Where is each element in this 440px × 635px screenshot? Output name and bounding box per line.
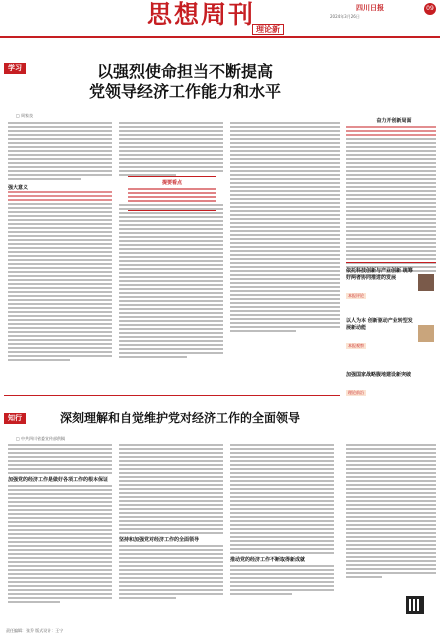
masthead-rule bbox=[0, 36, 440, 38]
article2-headline: 深刻理解和自觉维护党对经济工作的全面领导 bbox=[59, 411, 300, 425]
article2-column-4 bbox=[346, 444, 436, 580]
practice-tag: 知行 bbox=[4, 413, 26, 424]
sidebar-item-tag: 理论前沿 bbox=[348, 390, 364, 395]
edition-info: 2024年3月26日 bbox=[330, 14, 360, 19]
page-footer: 责任编辑：张乔 版式设计：王宁 bbox=[6, 628, 64, 633]
article1-byline: □ 周家良 bbox=[16, 113, 34, 118]
article2-byline: □ 中共四川省委宣传部供稿 bbox=[16, 436, 66, 441]
summary-title: 提要看点 bbox=[161, 180, 182, 186]
sidebar-item-title: 依托科技创新与产业创新 统筹好两者协同推进的发展 bbox=[346, 268, 413, 281]
qr-code bbox=[406, 596, 424, 614]
sidebar-item-title: 以人为本 创新驱动产业转型发展新动能 bbox=[346, 318, 413, 331]
article2-column-2 bbox=[119, 444, 223, 601]
article1-column-4 bbox=[346, 126, 436, 278]
article1-column-2 bbox=[119, 122, 223, 178]
article1-column-1 bbox=[8, 122, 112, 363]
article2-sub2: 坚持和加强党对经济工作的全面领导 bbox=[119, 537, 200, 543]
sidebar-item-tag: 本报评论 bbox=[348, 293, 364, 298]
article1-headline-line2: 党领导经济工作能力和水平 bbox=[88, 82, 281, 101]
sidebar-item-3[interactable] bbox=[346, 372, 434, 398]
article2-sub1: 加强党的经济工作是做好各项工作的根本保证 bbox=[8, 477, 109, 483]
article1-headline-line1: 以强烈使命担当不断提高 bbox=[96, 62, 273, 81]
article-divider bbox=[4, 395, 340, 396]
article1-section2: 奋力开创新局面 bbox=[376, 118, 412, 124]
column-badge: 理论新 bbox=[252, 24, 284, 35]
sidebar-top-rule bbox=[346, 262, 436, 263]
article1-section1: 强大意义 bbox=[8, 185, 29, 191]
sidebar-thumbnail-2 bbox=[418, 325, 434, 342]
article2-sub3: 推动党的经济工作不断取得新成就 bbox=[230, 557, 306, 563]
article2-column-3 bbox=[230, 444, 334, 597]
masthead-title: 思想周刊 bbox=[147, 0, 256, 29]
study-tag: 学习 bbox=[4, 63, 26, 74]
article1-column-3 bbox=[230, 122, 340, 334]
sidebar-item-title: 加强国家战略腹地建设新突破 bbox=[346, 372, 412, 378]
masthead bbox=[0, 0, 440, 38]
page-number: 09 bbox=[424, 3, 436, 15]
sidebar-thumbnail-1 bbox=[418, 274, 434, 291]
article1-headline bbox=[40, 62, 330, 102]
article1-column-2b bbox=[119, 204, 223, 360]
sidebar-item-tag: 本报观察 bbox=[348, 343, 364, 348]
newspaper-logo: 四川日报 bbox=[356, 4, 384, 12]
article2-column-1 bbox=[8, 444, 112, 605]
